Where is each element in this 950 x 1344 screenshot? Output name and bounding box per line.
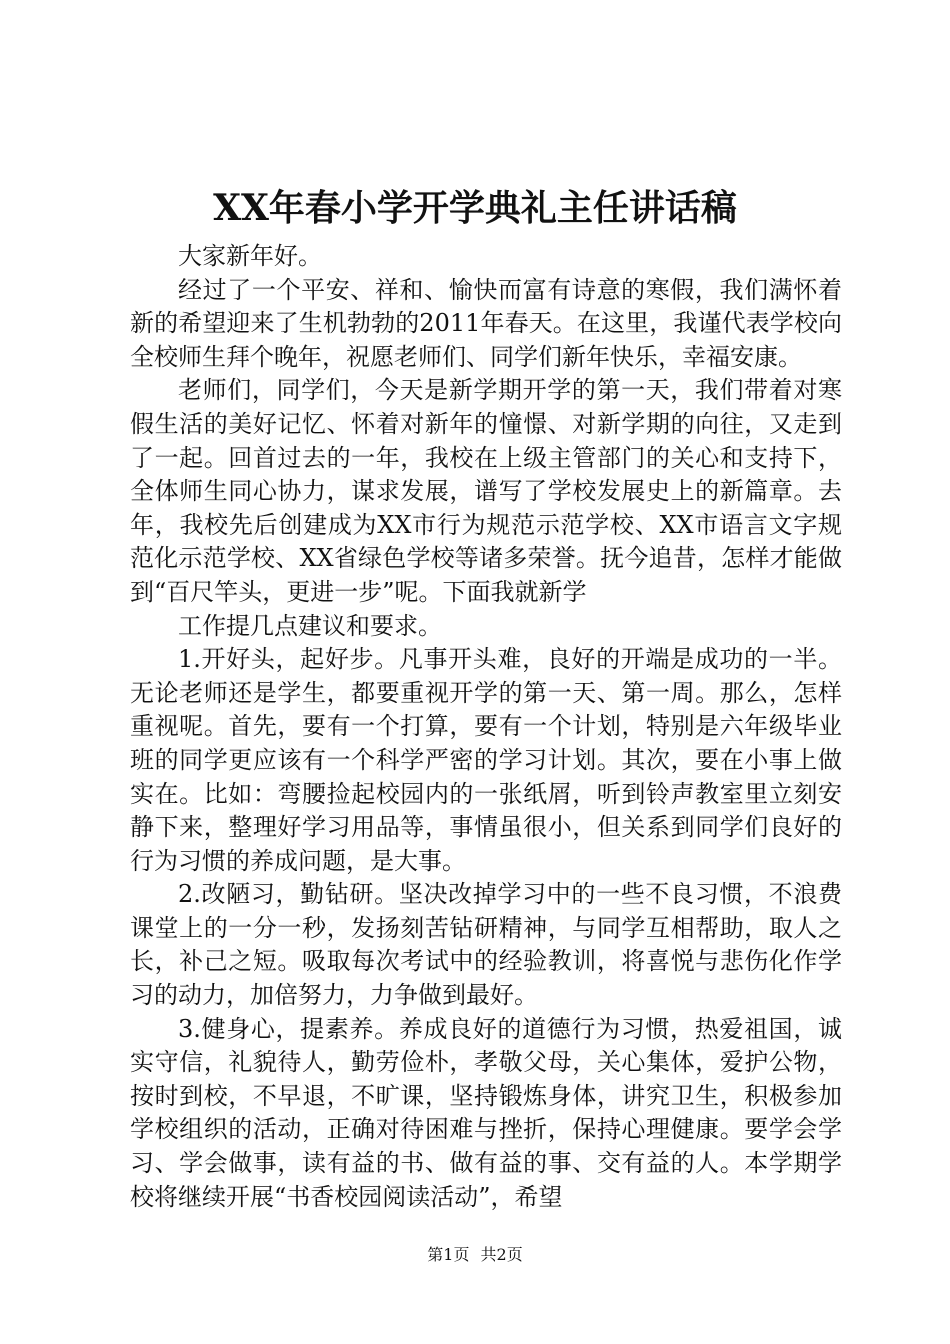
- document-body: [130, 240, 842, 1214]
- paragraph-point-1: 1.开好头，起好步。凡事开头难，良好的开端是成功的一半。无论老师还是学生，都要重视开学的第一天、第一周。那么，怎样重视呢。首先，要有一个打算，要有一个计划，特别是六年级毕业班的同学更应该有一个科学严密的学习计划。其次，要在小事上做实在。比如：弯腰捡起校园内的一张纸屑，听到铃声教室里立刻安静下来，整理好学习用品等，事情虽很小，但关系到同学们良好的行为习惯的养成问题，是大事。: [130, 645, 842, 875]
- page-footer: [0, 1243, 950, 1267]
- paragraph-greeting: 大家新年好。: [178, 242, 322, 270]
- page-total: 共2页: [480, 1245, 523, 1264]
- document-title: XX年春小学开学典礼主任讲话稿: [213, 187, 737, 229]
- paragraph-review-past-year: 老师们，同学们，今天是新学期开学的第一天，我们带着对寒假生活的美好记忆、怀着对新年的憧憬、对新学期的向往，又走到了一起。回首过去的一年，我校在上级主管部门的关心和支持下，全体师生同心协力，谋求发展，谱写了学校发展史上的新篇章。去年，我校先后创建成为XX市行为规范示范学校、XX市语言文字规范化示范学校、XX省绿色学校等诸多荣誉。抚今追昔，怎样才能做到“百尺竿头，更进一步”呢。下面我就新学: [130, 376, 842, 606]
- paragraph-point-2: 2.改陋习，勤钻研。坚决改掉学习中的一些不良习惯，不浪费课堂上的一分一秒，发扬刻苦钻研精神，与同学互相帮助，取人之长，补己之短。吸取每次考试中的经验教训，将喜悦与悲伤化作学习的动力，加倍努力，力争做到最好。: [130, 880, 842, 1010]
- paragraph-suggestions-intro: 工作提几点建议和要求。: [178, 611, 442, 640]
- page-number: 第1页: [427, 1245, 470, 1264]
- paragraph-new-year-wishes: 经过了一个平安、祥和、愉快而富有诗意的寒假，我们满怀着新的希望迎来了生机勃勃的2011年春天。在这里，我谨代表学校向全校师生拜个晚年，祝愿老师们、同学们新年快乐，幸福安康。: [130, 275, 842, 371]
- paragraph-point-3: 3.健身心，提素养。养成良好的道德行为习惯，热爱祖国，诚实守信，礼貌待人，勤劳俭朴，孝敬父母，关心集体，爱护公物，按时到校，不早退，不旷课，坚持锻炼身体，讲究卫生，积极参加学校组织的活动，正确对待困难与挫折，保持心理健康。要学会学习、学会做事，读有益的书、做有益的事、交有益的人。本学期学校将继续开展“书香校园阅读活动”，希望: [130, 1014, 842, 1211]
